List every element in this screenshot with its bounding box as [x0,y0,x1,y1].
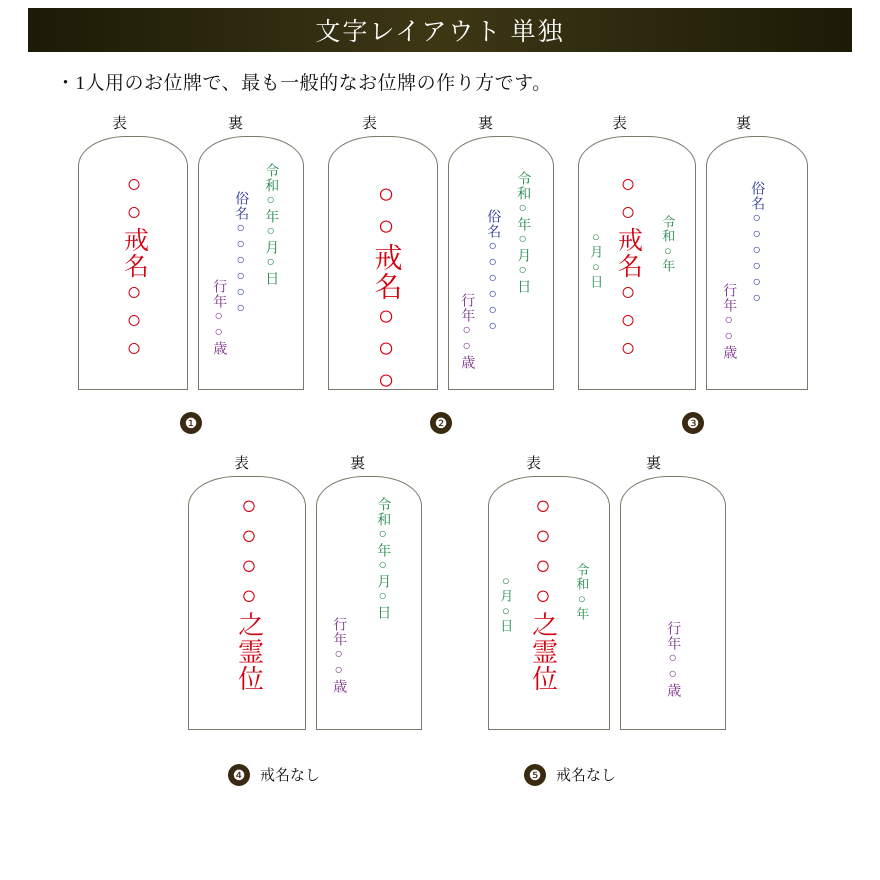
label-front-5: 表 [526,456,542,472]
back-era-text-1: 令和○年○月○日 [263,163,279,286]
back-gyounen-text-1: 行年○○歳 [211,279,227,356]
front-main-text-4: ○○○○之霊位 [234,491,264,692]
page-title: 文字レイアウト 単独 [315,19,565,46]
back-gyounen-text-4: 行年○○歳 [331,617,347,694]
pattern-3 [570,112,810,431]
page-header [28,8,852,52]
front-era-left-text-5: ○月○日 [498,573,514,633]
tablet-front-1 [78,136,188,390]
badge-5: ❺ [524,764,546,786]
pattern-1 [70,112,310,431]
label-back-2: 裏 [478,116,494,132]
tablet-back-1 [198,136,304,390]
badge-2: ❷ [430,412,452,434]
tablet-back-5 [620,476,726,730]
label-back-5: 裏 [646,456,662,472]
tablet-front-5 [488,476,610,730]
tablet-front-4 [188,476,306,730]
label-front-2: 表 [362,116,378,132]
label-front-4: 表 [234,456,250,472]
label-front-1: 表 [112,116,128,132]
back-gyounen-text-5: 行年○○歳 [665,621,681,698]
caption-5: 戒名なし [556,768,617,784]
back-zokumyo-text-2: 俗名○○○○○○ [485,209,501,335]
tablet-back-4 [316,476,422,730]
back-gyounen-text-2: 行年○○歳 [459,293,475,370]
label-back-3: 裏 [736,116,752,132]
back-gyounen-text-3: 行年○○歳 [721,283,737,360]
label-back-1: 裏 [228,116,244,132]
front-era-right-text-5: 令和○年 [574,563,590,621]
tablet-front-3 [578,136,696,390]
pattern-5 [480,452,720,792]
tablet-back-3 [706,136,808,390]
label-back-4: 裏 [350,456,366,472]
pattern-2 [320,112,560,431]
front-era-left-text-3: ○月○日 [588,229,604,289]
front-main-text-1: ○○戒名○○○ [120,171,148,363]
badge-1: ❶ [180,412,202,434]
caption-4: 戒名なし [260,768,321,784]
badge-3: ❸ [682,412,704,434]
tablet-front-2 [328,136,438,397]
back-era-text-2: 令和○年○月○日 [515,171,531,294]
front-main-text-5: ○○○○之霊位 [528,491,558,692]
lead-text: ・1人用のお位牌で、最も一般的なお位牌の作り方です。 [56,73,552,94]
tablet-back-2 [448,136,554,390]
pattern-4 [180,452,420,792]
front-main-text-2: ○○戒名○○○ [370,179,402,397]
front-era-right-text-3: 令和○年 [660,215,676,273]
back-zokumyo-text-3: 俗名○○○○○○ [749,181,765,307]
label-front-3: 表 [612,116,628,132]
back-era-text-4: 令和○年○月○日 [375,497,391,620]
badge-4: ❹ [228,764,250,786]
back-zokumyo-text-1: 俗名○○○○○○ [233,191,249,317]
front-main-text-3: ○○戒名○○○ [614,171,642,363]
